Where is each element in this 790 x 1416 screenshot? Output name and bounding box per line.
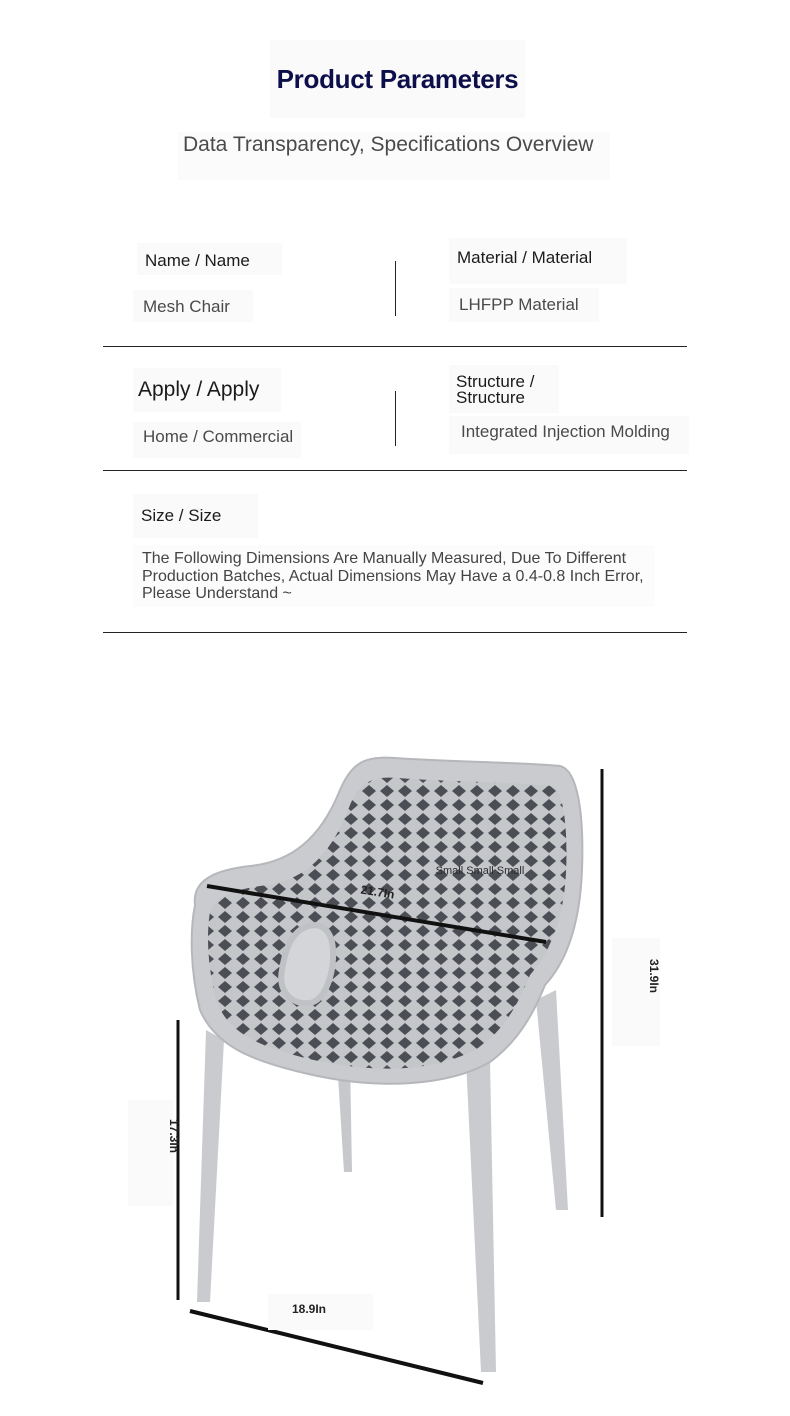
material-label: Material / Material bbox=[449, 238, 627, 284]
page-subtitle: Data Transparency, Specifications Overview bbox=[178, 132, 610, 180]
width-dimension-label: 21.7In bbox=[359, 882, 396, 902]
page-title: Product Parameters bbox=[270, 40, 525, 118]
material-value: LHFPP Material bbox=[449, 288, 599, 322]
structure-label: Structure / Structure bbox=[449, 365, 559, 413]
apply-value: Home / Commercial bbox=[133, 422, 301, 458]
name-label: Name / Name bbox=[137, 243, 282, 275]
watermark-text: Small Small Small bbox=[435, 865, 525, 877]
depth-dimension-label: 18.9In bbox=[291, 1302, 327, 1316]
size-label: Size / Size bbox=[133, 494, 258, 538]
height-dimension-label: 31.9In bbox=[647, 958, 661, 994]
size-note: The Following Dimensions Are Manually Measured, Due To Different Production Batches, Actual Dimensions May Have a 0.4-0.8 Inch Error, Please Understand ~ bbox=[133, 545, 655, 607]
structure-value: Integrated Injection Molding bbox=[449, 416, 689, 454]
apply-label: Apply / Apply bbox=[133, 368, 281, 412]
name-value: Mesh Chair bbox=[133, 290, 253, 322]
seat-height-dimension-label: 17.3In bbox=[167, 1118, 181, 1154]
